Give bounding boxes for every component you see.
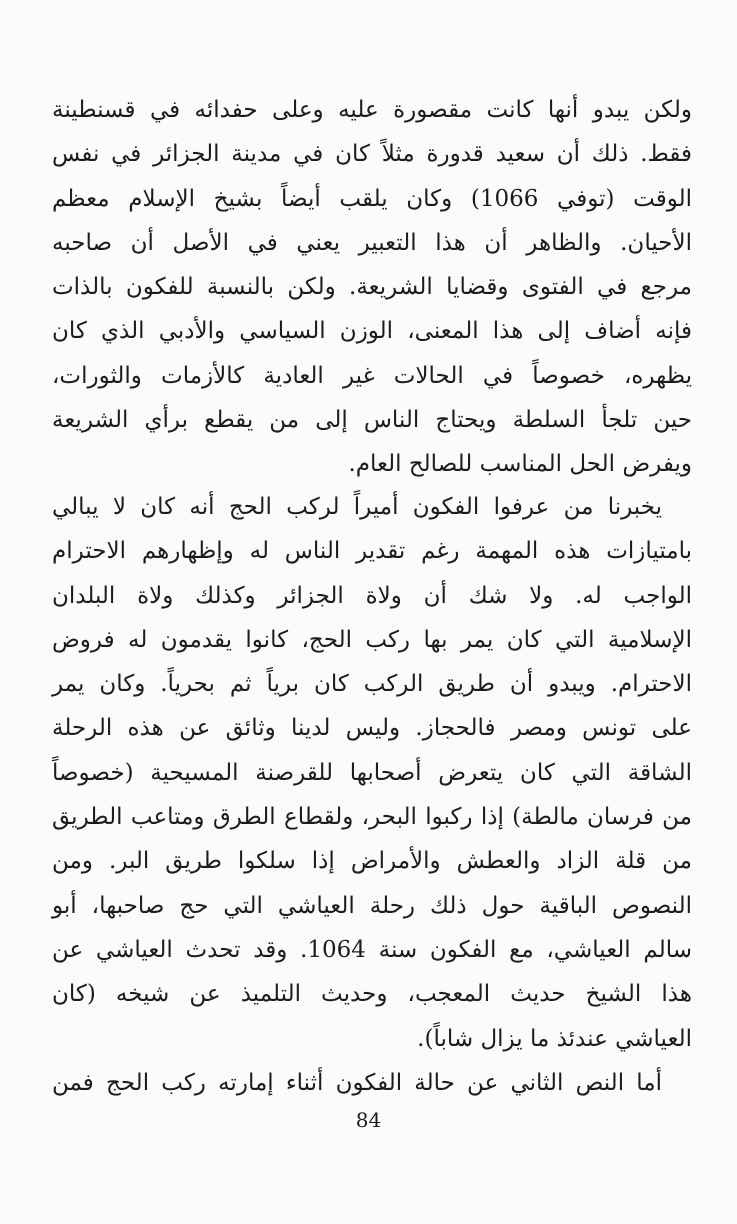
paragraph-2 — [52, 485, 692, 1061]
paragraph-1 — [52, 88, 692, 487]
text-line: من فرسان مالطة) إذا ركبوا البحر، ولقطاع الطرق ومتاعب الطريق — [52, 804, 692, 831]
paragraph-3 — [52, 1061, 692, 1105]
text-line: العياشي عندئذ ما يزال شاباً). — [417, 1025, 692, 1052]
text-line: الواجب له. ولا شك أن ولاة الجزائر وكذلك ولاة البلدان — [52, 582, 692, 609]
text-line: أما النص الثاني عن حالة الفكون أثناء إمارته ركب الحج فمن — [52, 1070, 662, 1096]
text-line: فقط. ذلك أن سعيد قدورة مثلاً كان في مدينة الجزائر في نفس — [52, 141, 692, 168]
text-line: سالم العياشي، مع الفكون سنة 1064. وقد تحدث العياشي عن — [52, 936, 692, 963]
page-number: 84 — [355, 1108, 382, 1132]
text-line: مرجع في الفتوى وقضايا الشريعة. ولكن بالنسبة للفكون بالذات — [52, 274, 692, 301]
text-line: فإنه أضاف إلى هذا المعنى، الوزن السياسي والأدبي الذي كان — [52, 318, 692, 345]
text-line: هذا الشيخ حديث المعجب، وحديث التلميذ عن شيخه (كان — [52, 981, 692, 1008]
text-line: الأحيان. والظاهر أن هذا التعبير يعني في الأصل أن صاحبه — [52, 229, 692, 256]
text-line: ولكن يبدو أنها كانت مقصورة عليه وعلى حفدائه في قسنطينة — [52, 97, 692, 123]
text-line: النصوص الباقية حول ذلك رحلة العياشي التي حج صاحبها، أبو — [52, 892, 692, 919]
text-line: الوقت (توفي 1066) وكان يلقب أيضاً بشيخ الإسلام معظم — [52, 185, 692, 212]
text-line: حين تلجأ السلطة ويحتاج الناس إلى من يقطع برأي الشريعة — [52, 407, 692, 434]
text-line: الاحترام. ويبدو أن طريق الركب كان برياً ثم بحرياً. وكان يمر — [52, 671, 692, 698]
text-line: يظهره، خصوصاً في الحالات غير العادية كالأزمات والثورات، — [52, 362, 692, 389]
text-line: يخبرنا من عرفوا الفكون أميراً لركب الحج أنه كان لا يبالي — [52, 494, 662, 520]
text-line: بامتيازات هذه المهمة رغم تقدير الناس له وإظهارهم الاحترام — [52, 538, 692, 565]
text-line: على تونس ومصر فالحجاز. وليس لدينا وثائق عن هذه الرحلة — [52, 715, 692, 742]
text-line: الشاقة التي كان يتعرض أصحابها للقرصنة المسيحية (خصوصاً — [52, 759, 692, 786]
text-line: الإسلامية التي كان يمر بها ركب الحج، كانوا يقدمون له فروض — [52, 626, 692, 653]
text-line: ويفرض الحل المناسب للصالح العام. — [348, 451, 692, 478]
text-line: من قلة الزاد والعطش والأمراض إذا سلكوا طريق البر. ومن — [52, 848, 692, 875]
